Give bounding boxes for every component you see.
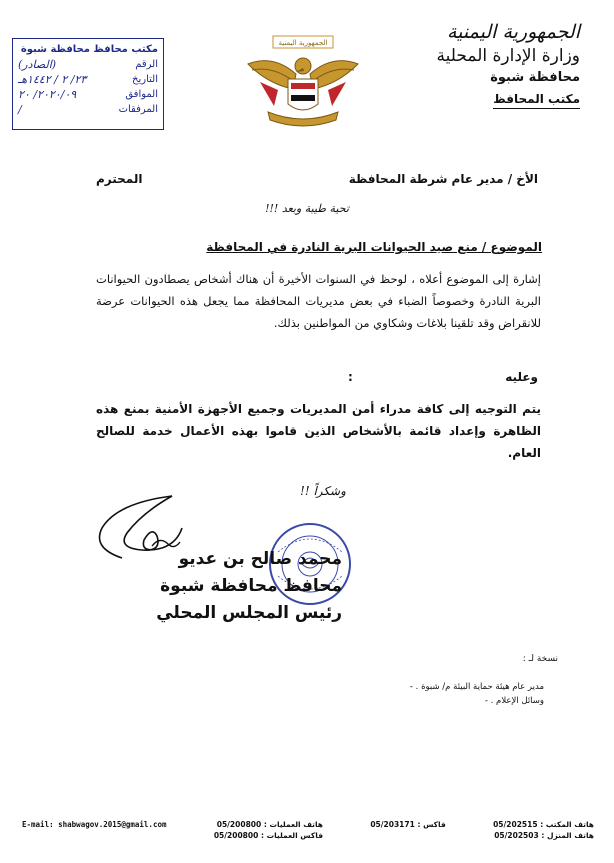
footer-ops-contacts: [214, 819, 323, 841]
stamp-date2-value: ٢٠٢٠/٠٩/ ٢٠: [18, 88, 77, 101]
signatory-block: [110, 546, 342, 627]
stamp-attachments-value: /: [18, 103, 23, 116]
republic-name: الجمهورية اليمنية: [446, 21, 580, 43]
office-phone: 05/202515: [493, 820, 538, 829]
stamp-title: مكتب محافظ محافظة شبوة: [20, 44, 158, 55]
body-paragraph-1: إشارة إلى الموضوع أعلاه ، لوحظ في السنوات الأخيرة أن هناك أشخاص يصطادون الحيوانات البرية النادرة وخصوصاً الضباء في بعض مديريات المحافظة مما يجعل هذه الحيوانات عرضة للانقراض وقد تلقينا بلاغات وشكاوي من المواطنين بذلك.: [96, 272, 541, 330]
copy-recipient: وسائل الإعلام . -: [410, 694, 544, 708]
addressee: الأخ / مدير عام شرطة المحافظة: [348, 172, 538, 186]
signatory-title-governor: محافظ محافظة شبوة: [160, 576, 342, 596]
body-paragraph-2: يتم التوجيه إلى كافة مدراء أمن المديريات وجميع الأجهزة الأمنية بمنع هذه الظاهرة وإعداد قائمة بالأشخاص الذين قاموا بهذه الأعمال خدمة للصالح العام.: [96, 402, 541, 460]
greeting: تحية طيبة وبعد !!!: [265, 202, 349, 215]
accordingly-line: [348, 370, 538, 384]
closing-thanks: وشكراً !!: [300, 484, 346, 498]
stamp-date2-row: [18, 87, 158, 102]
stamp-date2-label: الموافق: [125, 89, 158, 100]
office-name: مكتب المحافظ: [493, 90, 580, 109]
subject-line: الموضوع / منع صيد الحيوانات البرية النادرة في المحافظة: [206, 240, 542, 254]
fax-label: فاكس :: [417, 820, 446, 829]
footer-fax-contact: [370, 819, 445, 830]
governorate-name: محافظة شبوة: [490, 70, 580, 85]
stamp-number-row: [18, 57, 158, 72]
accordingly-word: وعليه: [505, 370, 538, 384]
ministry-name: وزارة الإدارة المحلية: [436, 46, 580, 66]
home-phone-label: هاتف المنزل :: [541, 831, 594, 840]
signatory-name: محمد صالح بن عديو: [178, 549, 342, 569]
ops-fax: 05/200800: [213, 831, 259, 840]
footer-email: E-mail: shabwagov.2015@gmail.com: [22, 820, 167, 829]
stamp-date-value: ٢٣/ ٢ / ١٤٤٢هـ: [18, 73, 87, 86]
stamp-number-value: (الصادر): [18, 58, 57, 71]
ops-fax-label: فاكس العمليات :: [260, 831, 323, 840]
stamp-attachments-row: [18, 102, 158, 117]
signatory-title-council: رئيس المجلس المحلي: [156, 603, 342, 623]
stamp-attachments-label: المرفقات: [118, 104, 158, 115]
letter-footer: [22, 819, 594, 841]
stamp-date-label: التاريخ: [132, 74, 158, 85]
honorific: المحترم: [96, 172, 143, 186]
copies-heading: نسخة لـ :: [522, 654, 558, 664]
letterhead: [430, 20, 580, 109]
emblem-banner-text: الجمهورية اليمنية: [278, 39, 328, 47]
ops-phone-label: هاتف العمليات :: [263, 820, 323, 829]
stamp-date-row: [18, 72, 158, 87]
yemen-eagle-emblem-icon: [238, 34, 368, 134]
ops-phone: 05/200800: [216, 820, 262, 829]
footer-office-contacts: [493, 819, 594, 841]
fax-number: 05/203171: [370, 820, 415, 829]
accordingly-colon: :: [348, 370, 353, 384]
copy-recipient: مدير عام هيئة حماية البيئة م/ شبوة . -: [410, 680, 544, 694]
office-phone-label: هاتف المكتب :: [540, 820, 594, 829]
copies-list: [410, 680, 544, 708]
home-phone: 05/202503: [494, 831, 539, 840]
stamp-number-label: الرقم: [135, 59, 158, 70]
outgoing-stamp: [12, 38, 164, 130]
